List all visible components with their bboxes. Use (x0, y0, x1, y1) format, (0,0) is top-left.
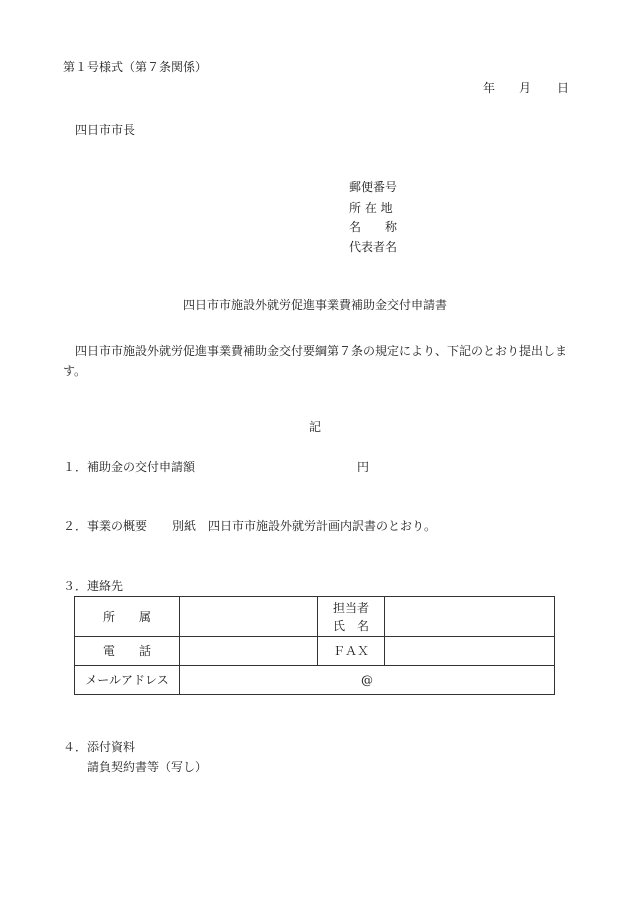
email-field[interactable] (180, 666, 555, 695)
document-title: 四日市市施設外就労促進事業費補助金交付申請書 (182, 298, 447, 312)
addressee: 四日市市長 (75, 123, 136, 137)
phone-label: 電 話 (75, 637, 180, 666)
date-day-label: 日 (557, 81, 570, 95)
affiliation-field[interactable] (180, 597, 318, 637)
date-month-label: 月 (519, 81, 532, 95)
contact-person-label-line2: 氏 名 (332, 618, 369, 633)
item1-subsidy-amount-label: １．補助金の交付申請額 (63, 460, 196, 474)
name-label: 名 称 (349, 220, 398, 234)
item2-project-summary-value: 別紙 四日市市施設外就労計画内訳書のとおり。 (172, 519, 437, 533)
date-year-label: 年 (483, 81, 496, 95)
contact-person-label (318, 597, 385, 637)
table-row (75, 597, 555, 637)
address-label: 所 在 地 (349, 201, 393, 215)
contact-person-label-line1: 担当者 (332, 600, 369, 615)
phone-field[interactable] (180, 637, 318, 666)
item2-project-summary-label: ２．事業の概要 (63, 519, 148, 533)
contact-person-field[interactable] (385, 597, 555, 637)
fax-field[interactable] (385, 637, 555, 666)
affiliation-label: 所 属 (75, 597, 180, 637)
form-number: 第１号様式（第７条関係） (63, 60, 208, 74)
postal-code-label: 郵便番号 (349, 180, 398, 194)
item4-attachments-value: 請負契約書等（写し） (87, 760, 208, 774)
item4-attachments-label: ４．添付資料 (63, 740, 136, 754)
table-row (75, 637, 555, 666)
ki-heading: 記 (308, 420, 321, 434)
representative-label: 代表者名 (349, 240, 398, 254)
item1-yen-unit: 円 (357, 460, 370, 474)
body-text: 四日市市施設外就労促進事業費補助金交付要綱第７条の規定により、下記のとおり提出します。 (63, 344, 568, 378)
table-row (75, 666, 555, 695)
item3-contact-label: ３．連絡先 (63, 579, 124, 593)
email-at-symbol: @ (361, 673, 373, 687)
fax-label: ＦＡＸ (318, 637, 385, 666)
contact-table (74, 596, 555, 695)
email-label: メールアドレス (75, 666, 180, 695)
